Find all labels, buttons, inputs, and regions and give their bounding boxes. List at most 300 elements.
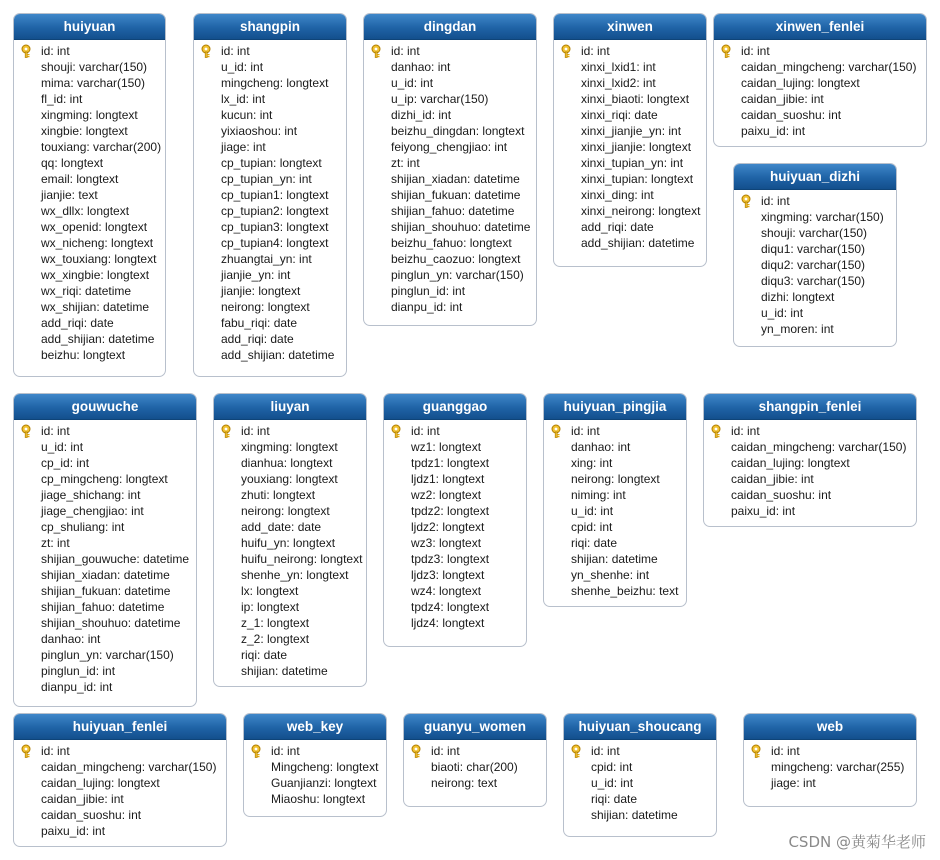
table-title: xinwen: [554, 14, 706, 40]
field-label: xinxi_lxid1: int: [581, 60, 656, 74]
primary-key-field: [14, 423, 196, 439]
table-field: [704, 439, 916, 455]
table-title: web_key: [244, 714, 386, 740]
table-field: [14, 219, 165, 235]
table-field: [14, 59, 165, 75]
field-list: [564, 740, 716, 827]
field-list: [384, 420, 526, 635]
table-field: [14, 583, 196, 599]
table-shangpin-fenlei[interactable]: [703, 393, 917, 527]
table-title: huiyuan_dizhi: [734, 164, 896, 190]
field-list: [14, 40, 165, 367]
table-field: [14, 439, 196, 455]
key-icon: [21, 44, 35, 58]
field-label: xingming: longtext: [41, 108, 138, 122]
key-icon: [411, 744, 425, 758]
table-field: [564, 759, 716, 775]
field-list: [744, 740, 916, 795]
field-label: pinglun_id: int: [41, 664, 116, 678]
field-label: id: int: [581, 44, 610, 58]
field-label: cp_tupian: longtext: [221, 156, 322, 170]
field-label: danhao: int: [391, 60, 451, 74]
table-huiyuan-shoucang[interactable]: [563, 713, 717, 837]
table-field: [214, 615, 366, 631]
field-label: beizhu: longtext: [41, 348, 126, 362]
table-liuyan[interactable]: [213, 393, 367, 687]
field-label: Miaoshu: longtext: [271, 792, 366, 806]
primary-key-field: [244, 743, 386, 759]
field-label: tpdz2: longtext: [411, 504, 490, 518]
table-field: [214, 487, 366, 503]
primary-key-field: [714, 43, 926, 59]
field-label: caidan_lujing: longtext: [741, 76, 860, 90]
table-title: huiyuan_fenlei: [14, 714, 226, 740]
table-field: [14, 251, 165, 267]
field-label: xinxi_neirong: longtext: [581, 204, 701, 218]
field-label: neirong: longtext: [221, 300, 310, 314]
field-label: wz1: longtext: [411, 440, 482, 454]
table-field: [14, 567, 196, 583]
table-field: [384, 535, 526, 551]
field-label: pinglun_id: int: [391, 284, 466, 298]
field-label: id: int: [731, 424, 760, 438]
field-label: neirong: text: [431, 776, 498, 790]
field-list: [404, 740, 546, 795]
field-label: wx_dllx: longtext: [41, 204, 130, 218]
field-label: cpid: int: [591, 760, 633, 774]
field-label: pinglun_yn: varchar(150): [41, 648, 174, 662]
table-field: [214, 551, 366, 567]
field-label: u_ip: varchar(150): [391, 92, 489, 106]
table-field: [194, 203, 346, 219]
table-field: [554, 235, 706, 251]
field-label: ljdz3: longtext: [411, 568, 485, 582]
table-field: [554, 155, 706, 171]
table-title: liuyan: [214, 394, 366, 420]
table-huiyuan[interactable]: [13, 13, 166, 377]
table-field: [734, 305, 896, 321]
field-label: paixu_id: int: [41, 824, 106, 838]
field-label: xingming: varchar(150): [761, 210, 884, 224]
table-field: [14, 123, 165, 139]
table-field: [734, 321, 896, 337]
field-label: ljdz2: longtext: [411, 520, 485, 534]
table-field: [194, 59, 346, 75]
table-title: huiyuan_pingjia: [544, 394, 686, 420]
field-label: shijian: datetime: [591, 808, 678, 822]
table-title: shangpin_fenlei: [704, 394, 916, 420]
table-field: [384, 583, 526, 599]
field-label: id: int: [221, 44, 250, 58]
table-field: [554, 219, 706, 235]
field-label: wz2: longtext: [411, 488, 482, 502]
table-field: [704, 503, 916, 519]
field-label: dizhi_id: int: [391, 108, 452, 122]
table-field: [704, 487, 916, 503]
field-label: id: int: [761, 194, 790, 208]
table-field: [404, 775, 546, 791]
field-label: email: longtext: [41, 172, 119, 186]
field-label: lx: longtext: [241, 584, 299, 598]
table-field: [544, 471, 686, 487]
table-title: shangpin: [194, 14, 346, 40]
field-label: id: int: [591, 744, 620, 758]
field-label: riqi: date: [571, 536, 618, 550]
key-icon: [721, 44, 735, 58]
field-label: wx_openid: longtext: [41, 220, 148, 234]
table-field: [194, 219, 346, 235]
table-field: [14, 663, 196, 679]
table-title: huiyuan: [14, 14, 165, 40]
table-field: [704, 471, 916, 487]
table-field: [194, 123, 346, 139]
field-label: xinxi_tupian: longtext: [581, 172, 694, 186]
table-field: [14, 187, 165, 203]
primary-key-field: [214, 423, 366, 439]
field-label: fabu_riqi: date: [221, 316, 298, 330]
field-label: wx_xingbie: longtext: [41, 268, 150, 282]
table-dingdan[interactable]: [363, 13, 537, 326]
table-field: [214, 455, 366, 471]
field-label: id: int: [431, 744, 460, 758]
table-field: [14, 267, 165, 283]
field-label: caidan_lujing: longtext: [731, 456, 850, 470]
table-huiyuan-dizhi[interactable]: [733, 163, 897, 347]
table-field: [14, 347, 165, 363]
field-label: caidan_suoshu: int: [41, 808, 142, 822]
key-icon: [21, 744, 35, 758]
field-label: neirong: longtext: [241, 504, 330, 518]
key-icon: [551, 424, 565, 438]
table-field: [14, 171, 165, 187]
field-list: [214, 420, 366, 683]
table-field: [544, 503, 686, 519]
field-label: shenhe_yn: longtext: [241, 568, 349, 582]
table-field: [244, 759, 386, 775]
table-field: [194, 91, 346, 107]
table-gouwuche[interactable]: [13, 393, 197, 707]
table-field: [744, 775, 916, 791]
table-field: [14, 519, 196, 535]
table-field: [14, 631, 196, 647]
table-field: [14, 791, 226, 807]
table-field: [544, 519, 686, 535]
field-label: zt: int: [391, 156, 420, 170]
table-shangpin[interactable]: [193, 13, 347, 377]
watermark: CSDN @黄菊华老师: [788, 833, 926, 851]
table-field: [14, 823, 226, 839]
field-label: diqu1: varchar(150): [761, 242, 866, 256]
field-label: add_riqi: date: [41, 316, 114, 330]
primary-key-field: [364, 43, 536, 59]
field-label: shijian_fahuo: datetime: [391, 204, 515, 218]
table-field: [194, 187, 346, 203]
field-label: caidan_mingcheng: varchar(150): [731, 440, 907, 454]
field-label: danhao: int: [41, 632, 101, 646]
field-label: mima: varchar(150): [41, 76, 146, 90]
table-field: [194, 107, 346, 123]
field-label: shijian_gouwuche: datetime: [41, 552, 190, 566]
field-label: shijian_shouhuo: datetime: [41, 616, 181, 630]
table-guanggao[interactable]: [383, 393, 527, 647]
field-label: caidan_jibie: int: [731, 472, 814, 486]
field-list: [714, 40, 926, 143]
field-label: add_shijian: datetime: [221, 348, 335, 362]
table-field: [194, 331, 346, 347]
field-label: huifu_neirong: longtext: [241, 552, 363, 566]
table-xinwen-fenlei[interactable]: [713, 13, 927, 147]
field-label: zhuangtai_yn: int: [221, 252, 312, 266]
field-label: add_riqi: date: [581, 220, 654, 234]
table-web[interactable]: [743, 713, 917, 807]
field-label: mingcheng: varchar(255): [771, 760, 905, 774]
table-title: dingdan: [364, 14, 536, 40]
table-field: [364, 251, 536, 267]
table-field: [214, 535, 366, 551]
table-field: [214, 439, 366, 455]
table-field: [554, 187, 706, 203]
field-label: xinxi_tupian_yn: int: [581, 156, 684, 170]
table-field: [384, 519, 526, 535]
table-field: [14, 155, 165, 171]
table-field: [384, 503, 526, 519]
table-field: [364, 203, 536, 219]
table-field: [214, 567, 366, 583]
primary-key-field: [194, 43, 346, 59]
field-label: add_riqi: date: [221, 332, 294, 346]
field-list: [14, 420, 196, 699]
field-label: u_id: int: [391, 76, 434, 90]
field-label: shenhe_beizhu: text: [571, 584, 679, 598]
field-label: jiage_chengjiao: int: [41, 504, 144, 518]
field-label: shijian_shouhuo: datetime: [391, 220, 531, 234]
table-field: [554, 75, 706, 91]
table-field: [14, 203, 165, 219]
table-field: [364, 171, 536, 187]
field-label: add_shijian: datetime: [581, 236, 695, 250]
field-label: xinxi_ding: int: [581, 188, 654, 202]
table-field: [14, 599, 196, 615]
field-label: feiyong_chengjiao: int: [391, 140, 508, 154]
table-field: [14, 615, 196, 631]
field-label: id: int: [411, 424, 440, 438]
field-label: dianhua: longtext: [241, 456, 333, 470]
table-field: [384, 487, 526, 503]
key-icon: [371, 44, 385, 58]
table-field: [364, 187, 536, 203]
field-label: id: int: [391, 44, 420, 58]
field-label: wz4: longtext: [411, 584, 482, 598]
key-icon: [201, 44, 215, 58]
field-label: jiage_shichang: int: [41, 488, 141, 502]
field-list: [194, 40, 346, 367]
table-field: [14, 91, 165, 107]
field-label: cp_tupian3: longtext: [221, 220, 329, 234]
field-label: xinxi_jianjie_yn: int: [581, 124, 682, 138]
table-field: [384, 439, 526, 455]
field-label: id: int: [41, 424, 70, 438]
table-field: [544, 455, 686, 471]
field-list: [544, 420, 686, 603]
table-field: [364, 59, 536, 75]
table-field: [384, 599, 526, 615]
table-field: [364, 91, 536, 107]
field-label: niming: int: [571, 488, 626, 502]
field-label: id: int: [41, 744, 70, 758]
field-label: wx_nicheng: longtext: [41, 236, 154, 250]
field-label: id: int: [271, 744, 300, 758]
table-field: [554, 203, 706, 219]
table-huiyuan-fenlei[interactable]: [13, 713, 227, 847]
field-label: z_1: longtext: [241, 616, 310, 630]
key-icon: [251, 744, 265, 758]
field-label: caidan_mingcheng: varchar(150): [741, 60, 917, 74]
table-field: [14, 759, 226, 775]
key-icon: [391, 424, 405, 438]
table-field: [14, 807, 226, 823]
field-label: yn_moren: int: [761, 322, 834, 336]
table-web-key[interactable]: [243, 713, 387, 817]
table-guanyu-women[interactable]: [403, 713, 547, 807]
field-list: [364, 40, 536, 319]
field-label: dianpu_id: int: [41, 680, 113, 694]
table-field: [14, 647, 196, 663]
field-list: [554, 40, 706, 255]
table-field: [554, 123, 706, 139]
field-label: beizhu_fahuo: longtext: [391, 236, 512, 250]
table-field: [364, 123, 536, 139]
field-label: riqi: date: [591, 792, 638, 806]
table-field: [544, 567, 686, 583]
field-label: fl_id: int: [41, 92, 83, 106]
field-label: cpid: int: [571, 520, 613, 534]
table-field: [14, 315, 165, 331]
table-field: [194, 299, 346, 315]
field-label: wz3: longtext: [411, 536, 482, 550]
field-label: dianpu_id: int: [391, 300, 463, 314]
field-label: shijian_fahuo: datetime: [41, 600, 165, 614]
field-label: jianjie_yn: int: [221, 268, 291, 282]
field-label: ljdz4: longtext: [411, 616, 485, 630]
field-label: id: int: [571, 424, 600, 438]
field-label: ljdz1: longtext: [411, 472, 485, 486]
table-field: [14, 471, 196, 487]
table-field: [384, 471, 526, 487]
table-field: [364, 299, 536, 315]
field-label: xinxi_biaoti: longtext: [581, 92, 690, 106]
table-field: [194, 155, 346, 171]
field-label: caidan_suoshu: int: [741, 108, 842, 122]
field-label: xinxi_riqi: date: [581, 108, 658, 122]
field-label: pinglun_yn: varchar(150): [391, 268, 524, 282]
table-field: [554, 171, 706, 187]
field-label: shijian_fukuan: datetime: [41, 584, 171, 598]
table-huiyuan-pingjia[interactable]: [543, 393, 687, 607]
table-field: [364, 219, 536, 235]
table-field: [734, 273, 896, 289]
table-field: [194, 235, 346, 251]
table-field: [194, 267, 346, 283]
field-list: [704, 420, 916, 523]
field-label: paixu_id: int: [741, 124, 806, 138]
table-field: [364, 75, 536, 91]
field-label: u_id: int: [571, 504, 614, 518]
field-label: youxiang: longtext: [241, 472, 338, 486]
field-label: wx_touxiang: longtext: [41, 252, 157, 266]
field-list: [14, 740, 226, 843]
table-field: [14, 551, 196, 567]
key-icon: [561, 44, 575, 58]
table-field: [554, 91, 706, 107]
table-field: [14, 455, 196, 471]
key-icon: [741, 194, 755, 208]
key-icon: [221, 424, 235, 438]
field-label: tpdz4: longtext: [411, 600, 490, 614]
field-label: shijian: datetime: [571, 552, 658, 566]
field-label: u_id: int: [761, 306, 804, 320]
table-field: [714, 75, 926, 91]
table-field: [554, 107, 706, 123]
field-label: ip: longtext: [241, 600, 300, 614]
table-field: [214, 663, 366, 679]
table-field: [194, 75, 346, 91]
field-label: diqu3: varchar(150): [761, 274, 866, 288]
field-label: caidan_mingcheng: varchar(150): [41, 760, 217, 774]
table-title: gouwuche: [14, 394, 196, 420]
field-label: danhao: int: [571, 440, 631, 454]
field-label: cp_shuliang: int: [41, 520, 125, 534]
table-field: [404, 759, 546, 775]
primary-key-field: [744, 743, 916, 759]
table-field: [704, 455, 916, 471]
table-field: [14, 679, 196, 695]
table-field: [364, 107, 536, 123]
field-label: z_2: longtext: [241, 632, 310, 646]
field-label: id: int: [771, 744, 800, 758]
table-field: [364, 235, 536, 251]
key-icon: [751, 744, 765, 758]
field-label: paixu_id: int: [731, 504, 796, 518]
field-label: zt: int: [41, 536, 70, 550]
field-label: shouji: varchar(150): [41, 60, 148, 74]
table-field: [554, 59, 706, 75]
field-label: neirong: longtext: [571, 472, 660, 486]
field-label: qq: longtext: [41, 156, 104, 170]
primary-key-field: [14, 43, 165, 59]
field-label: cp_id: int: [41, 456, 90, 470]
table-field: [384, 567, 526, 583]
table-field: [564, 791, 716, 807]
table-title: huiyuan_shoucang: [564, 714, 716, 740]
field-label: cp_mingcheng: longtext: [41, 472, 168, 486]
table-field: [734, 241, 896, 257]
field-label: cp_tupian1: longtext: [221, 188, 329, 202]
field-label: caidan_jibie: int: [741, 92, 824, 106]
table-field: [194, 171, 346, 187]
primary-key-field: [404, 743, 546, 759]
table-field: [544, 551, 686, 567]
table-field: [714, 123, 926, 139]
field-label: diqu2: varchar(150): [761, 258, 866, 272]
field-label: caidan_jibie: int: [41, 792, 124, 806]
field-label: touxiang: varchar(200): [41, 140, 162, 154]
table-field: [384, 615, 526, 631]
table-xinwen[interactable]: [553, 13, 707, 267]
table-field: [734, 225, 896, 241]
table-field: [714, 91, 926, 107]
table-field: [744, 759, 916, 775]
field-label: zhuti: longtext: [241, 488, 316, 502]
